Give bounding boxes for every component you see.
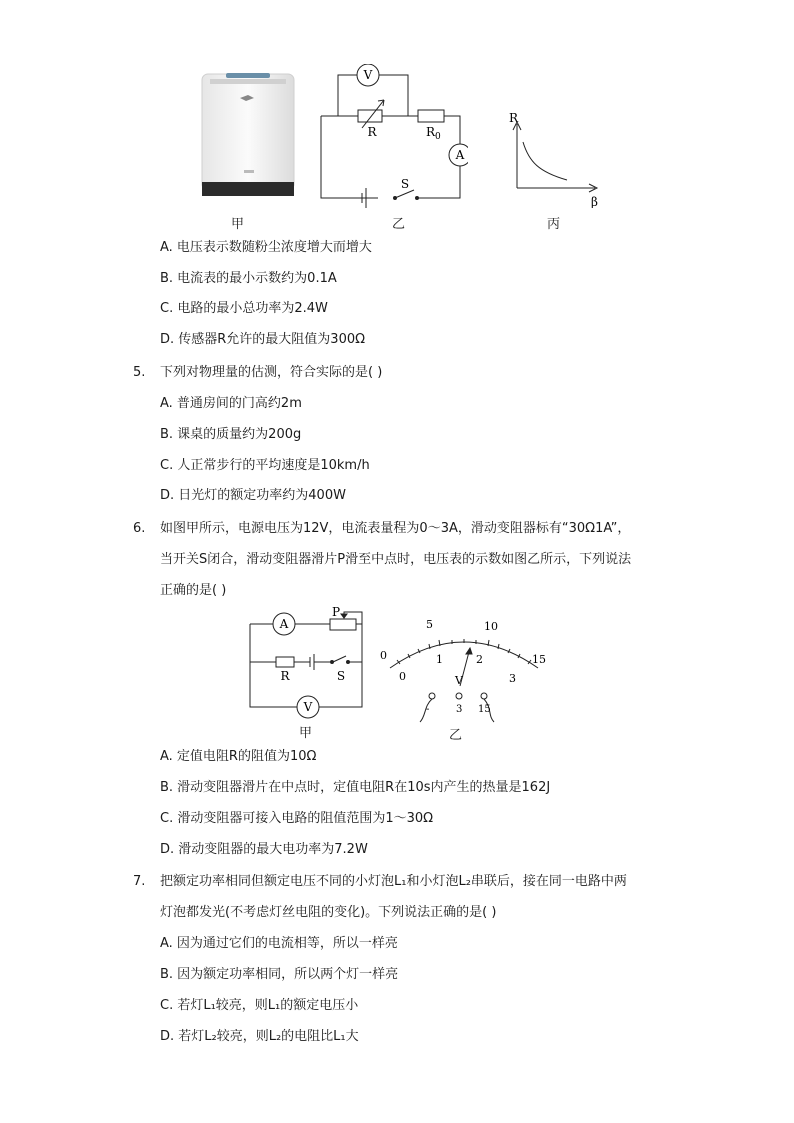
- q6-stem-line-2: 当开关S闭合，滑动变阻器滑片P滑至中点时，电压表的示数如图乙所示，下列说法: [160, 552, 632, 567]
- q7-stem-line-2: 灯泡都发光(不考虑灯丝电阻的变化)。下列说法正确的是( ): [160, 905, 497, 920]
- circuit-diagram-1: [318, 64, 468, 209]
- air-purifier-image: [196, 70, 300, 200]
- q6-option-a: A. 定值电阻R的阻值为10Ω: [160, 749, 317, 764]
- fig1-caption-yi: 乙: [392, 217, 406, 232]
- voltmeter-dial: [374, 616, 554, 726]
- fig2-caption-yi: 乙: [449, 728, 463, 743]
- dial-upper-10: 10: [484, 620, 498, 633]
- dial-upper-0: 0: [380, 649, 387, 662]
- fig1-caption-jia: 甲: [231, 217, 245, 232]
- resistor-label: R: [280, 669, 290, 683]
- q4-option-a: A. 电压表示数随粉尘浓度增大而增大: [160, 240, 372, 255]
- dial-upper-5: 5: [426, 618, 433, 631]
- dial-lower-0: 0: [399, 670, 406, 683]
- graph-y-label: R: [509, 111, 519, 125]
- fig2-caption-jia: 甲: [299, 726, 313, 741]
- ammeter-2-label: A: [279, 617, 289, 631]
- dial-lower-1: 1: [436, 653, 443, 666]
- dial-lower-3: 3: [509, 672, 516, 685]
- q6-option-b: B. 滑动变阻器滑片在中点时，定值电阻R在10s内产生的热量是162J: [160, 780, 551, 795]
- voltmeter-2-label: V: [303, 700, 313, 714]
- q6-stem-line-1: 如图甲所示，电源电压为12V，电流表量程为0～3A，滑动变阻器标有“30Ω1A”，: [160, 521, 631, 536]
- slider-label: P: [332, 605, 341, 619]
- graph-x-label: β: [591, 195, 598, 208]
- q5-stem: 下列对物理量的估测，符合实际的是( ): [160, 365, 383, 380]
- q7-stem-line-1: 把额定功率相同但额定电压不同的小灯泡L₁和小灯泡L₂串联后，接在同一电路中两: [160, 874, 627, 889]
- terminal-3: 3: [456, 704, 463, 715]
- q5-option-d: D. 日光灯的额定功率约为400W: [160, 488, 346, 503]
- circuit-diagram-2: [246, 604, 371, 719]
- q5-option-b: B. 课桌的质量约为200g: [160, 427, 302, 442]
- q7-number: 7.: [133, 874, 146, 889]
- terminal-minus: -: [426, 704, 430, 715]
- q4-option-b: B. 电流表的最小示数约为0.1A: [160, 271, 337, 286]
- q6-option-d: D. 滑动变阻器的最大电功率为7.2W: [160, 842, 368, 857]
- r0-label: $R_0$: [426, 125, 441, 142]
- q4-option-c: C. 电路的最小总功率为2.4W: [160, 301, 328, 316]
- q5-option-a: A. 普通房间的门高约2m: [160, 396, 302, 411]
- terminal-15: 15: [478, 704, 491, 715]
- q7-option-a: A. 因为通过它们的电流相等，所以一样亮: [160, 936, 398, 951]
- resistance-graph: [505, 108, 605, 208]
- switch-label: S: [400, 177, 410, 191]
- q5-option-c: C. 人正常步行的平均速度是10km/h: [160, 458, 370, 473]
- q6-stem-line-3: 正确的是( ): [160, 583, 227, 598]
- sensor-label: R: [367, 125, 377, 139]
- ammeter-label: A: [455, 148, 465, 162]
- q7-option-d: D. 若灯L₂较亮，则L₂的电阻比L₁大: [160, 1029, 359, 1044]
- q7-option-c: C. 若灯L₁较亮，则L₁的额定电压小: [160, 998, 359, 1013]
- q6-number: 6.: [133, 521, 146, 536]
- q7-option-b: B. 因为额定功率相同，所以两个灯一样亮: [160, 967, 399, 982]
- dial-upper-15: 15: [532, 653, 546, 666]
- switch-2-label: S: [336, 669, 346, 683]
- q5-number: 5.: [133, 365, 146, 380]
- q4-option-d: D. 传感器R允许的最大阻值为300Ω: [160, 332, 366, 347]
- voltmeter-label: V: [363, 68, 373, 82]
- fig1-caption-bing: 丙: [547, 217, 561, 232]
- dial-lower-2: 2: [476, 653, 483, 666]
- dial-unit: V: [455, 674, 463, 687]
- q6-option-c: C. 滑动变阻器可接入电路的阻值范围为1～30Ω: [160, 811, 434, 826]
